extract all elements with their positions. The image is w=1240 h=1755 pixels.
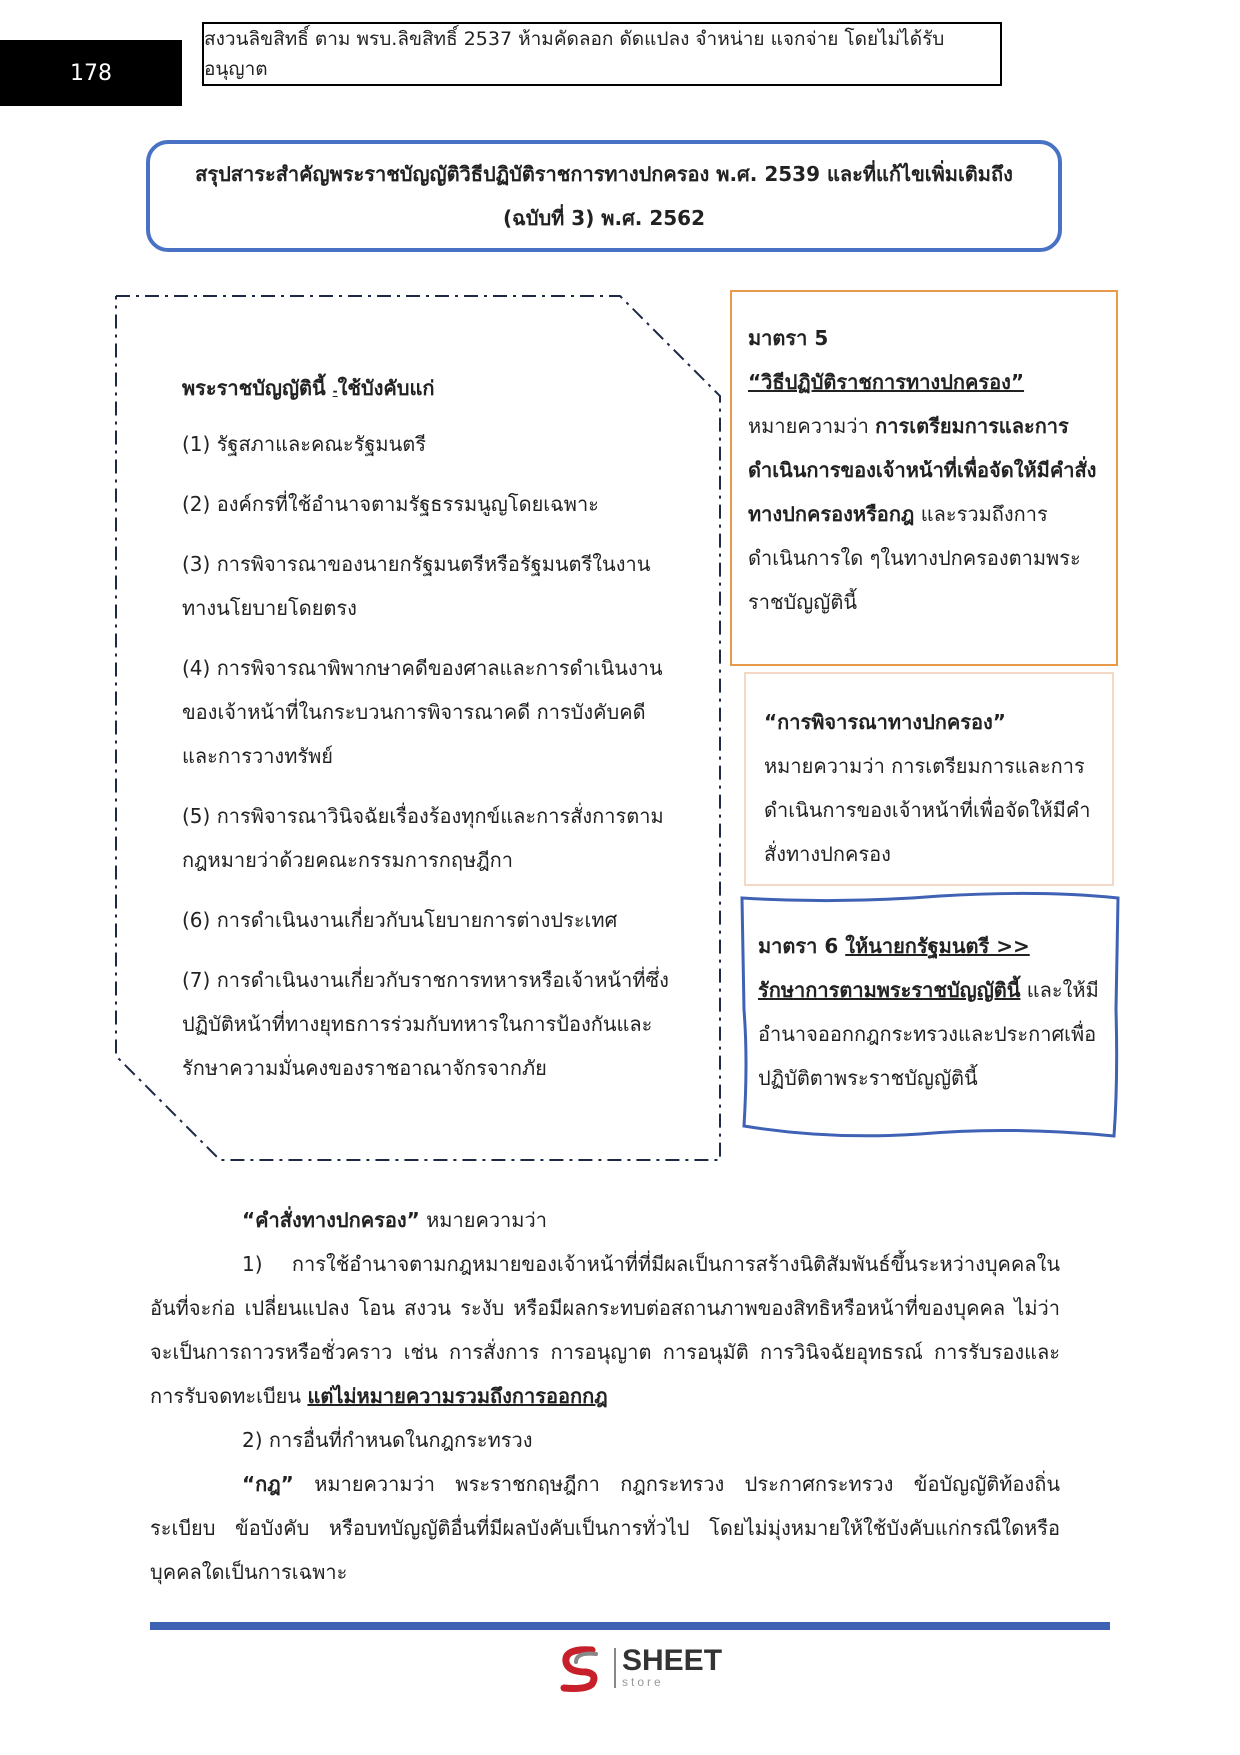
section5-box bbox=[730, 290, 1118, 666]
title-line-1: สรุปสาระสำคัญพระราชบัญญัติวิธีปฏิบัติราชการทางปกครอง พ.ศ. 2539 และที่แก้ไขเพิ่มเติมถึง bbox=[195, 162, 1013, 186]
scope-heading-mark: - bbox=[332, 384, 338, 398]
admin-order-heading bbox=[150, 1198, 1060, 1242]
section6-text bbox=[758, 924, 1118, 1100]
scope-item-3: (3) การพิจารณาของนายกรัฐมนตรีหรือรัฐมนตรีในงานทางนโยบายโดยตรง bbox=[182, 552, 651, 620]
admin-order-p1 bbox=[150, 1242, 1060, 1418]
scope-item-1: (1) รัฐสภาและคณะรัฐมนตรี bbox=[182, 432, 427, 456]
scope-list bbox=[182, 372, 672, 1106]
section5-def-suffix: และรวมถึงการดำเนินการใด ๆในทางปกครองตามพระราชบัญญัตินี้ bbox=[748, 502, 1081, 614]
section6-bold-1: ให้นายกรัฐมนตรี >> bbox=[845, 934, 1030, 958]
admin-order-suffix: หมายความว่า bbox=[419, 1208, 547, 1232]
scope-item-2: (2) องค์กรที่ใช้อำนาจตามรัฐธรรมนูญโดยเฉพาะ bbox=[182, 492, 599, 516]
scope-item-7: (7) การดำเนินงานเกี่ยวกับราชการทหารหรือเจ้าหน้าที่ซึ่งปฏิบัติหน้าที่ทางยุทธการร่วมกับทหารในการป้องกันและรักษาความมั่นคงของราชอาณาจักรจากภัย bbox=[182, 968, 669, 1080]
scope-item-6: (6) การดำเนินงานเกี่ยวกับนโยบายการต่างประเทศ bbox=[182, 908, 618, 932]
page-number: 178 bbox=[0, 40, 182, 106]
admin-order-p2: 2) การอื่นที่กำหนดในกฎกระทรวง bbox=[242, 1428, 533, 1452]
scope-heading-text-2: ใช้บังคับแก่ bbox=[337, 376, 435, 400]
title-line-2: (ฉบับที่ 3) พ.ศ. 2562 bbox=[502, 206, 706, 230]
admin-order-p1-bold: แต่ไม่หมายความรวมถึงการออกกฎ bbox=[307, 1384, 608, 1408]
sheet-store-logo bbox=[552, 1640, 732, 1696]
scope-heading bbox=[182, 372, 672, 404]
footer-bar bbox=[150, 1622, 1110, 1630]
logo-sub: store bbox=[622, 1675, 664, 1689]
scope-heading-text: พระราชบัญญัตินี้ bbox=[182, 376, 333, 400]
rule-definition-text: หมายความว่า พระราชกฤษฎีกา กฎกระทรวง ประกาศกระทรวง ข้อบัญญัติท้องถิ่น ระเบียบ ข้อบังคับ หรือบทบัญญัติอื่นที่มีผลบังคับเป็นการทั่วไป โดยไม่มุ่งหมายให้ใช้บังคับแก่กรณีใดหรือบุคคลใดเป็นการเฉพาะ bbox=[150, 1472, 1060, 1584]
admin-order-term: “คำสั่งทางปกครอง” bbox=[242, 1208, 420, 1232]
copyright-notice: สงวนลิขสิทธิ์ ตาม พรบ.ลิขสิทธิ์ 2537 ห้ามคัดลอก ดัดแปลง จำหน่าย แจกจ่าย โดยไม่ได้รับอนุญาต bbox=[202, 22, 1002, 86]
section6-rest: และให้มีอำนาจออกกฎกระทรวงและประกาศเพื่อปฏิบัติตาพระราชบัญญัตินี้ bbox=[758, 978, 1099, 1090]
admin-consideration-term: “การพิจารณาทางปกครอง” bbox=[764, 710, 1006, 734]
admin-order-p1-text: 1) การใช้อำนาจตามกฎหมายของเจ้าหน้าที่ที่มีผลเป็นการสร้างนิติสัมพันธ์ขึ้นระหว่างบุคคลในอันที่จะก่อ เปลี่ยนแปลง โอน สงวน ระงับ หรือมีผลกระทบต่อสถานภาพของสิทธิหรือหน้าที่ของบุคคล ไม่ว่าจะเป็นการถาวรหรือชั่วคราว เช่น การสั่งการ การอนุญาต การอนุมัติ การวินิจฉัยอุทธรณ์ การรับรองและการรับจดทะเบียน bbox=[150, 1252, 1060, 1408]
rule-definition bbox=[150, 1462, 1060, 1594]
section5-definition bbox=[748, 404, 1100, 624]
logo-name: SHEET bbox=[622, 1644, 723, 1677]
admin-consideration-box bbox=[744, 672, 1114, 886]
section6-label: มาตรา 6 bbox=[758, 934, 846, 958]
admin-consideration-definition: หมายความว่า การเตรียมการและการดำเนินการของเจ้าหน้าที่เพื่อจัดให้มีคำสั่งทางปกครอง bbox=[764, 754, 1091, 866]
section6-bold-2: รักษาการตามพระราชบัญญัตินี้ bbox=[758, 978, 1021, 1002]
definitions-body bbox=[150, 1198, 1060, 1594]
rule-term: “กฎ” bbox=[242, 1472, 294, 1496]
sheet-logo-icon bbox=[552, 1642, 608, 1694]
section5-def-bold: การเตรียมการและการดำเนินการของเจ้าหน้าที่เพื่อจัดให้มีคำสั่งทางปกครองหรือกฎ bbox=[748, 414, 1097, 526]
scope-item-5: (5) การพิจารณาวินิจฉัยเรื่องร้องทุกข์และการสั่งการตามกฎหมายว่าด้วยคณะกรรมการกฤษฎีกา bbox=[182, 804, 664, 872]
section5-def-prefix: หมายความว่า bbox=[748, 414, 876, 438]
section5-term: “วิธีปฏิบัติราชการทางปกครอง” bbox=[748, 370, 1025, 394]
section5-label: มาตรา 5 bbox=[748, 326, 829, 350]
scope-item-4: (4) การพิจารณาพิพากษาคดีของศาลและการดำเนินงานของเจ้าหน้าที่ในกระบวนการพิจารณาคดี การบังคับคดี และการวางทรัพย์ bbox=[182, 656, 663, 768]
